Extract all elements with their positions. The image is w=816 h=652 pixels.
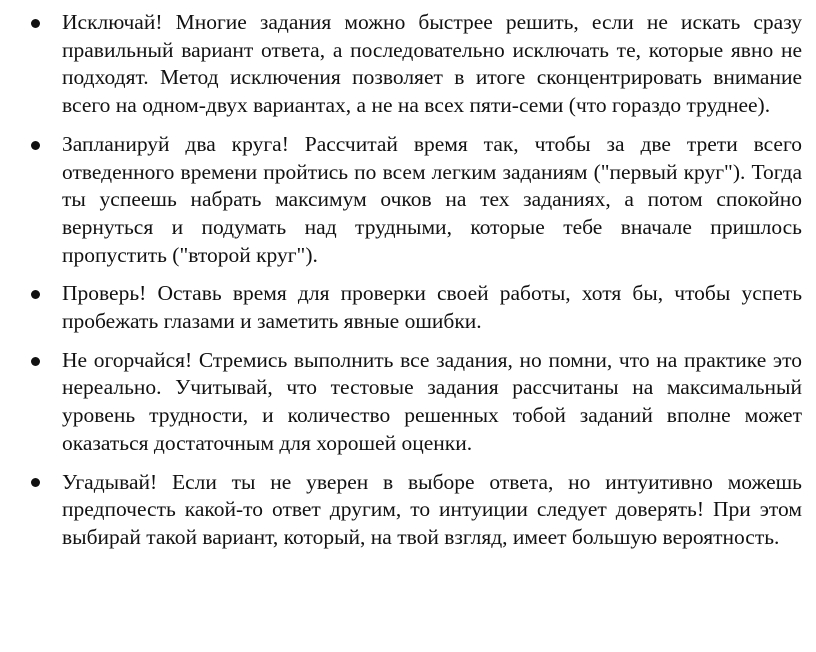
list-item [0,9,802,120]
list-item-text: Не огорчайся! Стремись выполнить все задания, но помни, что на практике это нереально. Учитывай, что тестовые задания рассчитаны на максимальный уровень трудности, и количество решенных тобой заданий вполне может оказаться достаточным для хорошей оценки. [62,347,802,455]
bullet-icon [28,131,42,159]
list-item-text: Проверь! Оставь время для проверки своей работы, хотя бы, чтобы успеть пробежать глазами и заметить явные ошибки. [62,281,802,334]
list-item [0,280,802,335]
bullet-icon [28,469,42,497]
tips-list [0,9,802,552]
list-item [0,131,802,270]
list-item-text: Исключай! Многие задания можно быстрее решить, если не искать сразу правильный вариант ответа, а последовательно исключать те, которые явно не подходят. Метод исключения позволяет в итоге сконцентрировать внимание всего на одном-двух вариантах, а не на всех пяти-семи (что гораздо труднее). [62,10,802,118]
list-item [0,469,802,552]
bullet-icon [28,347,42,375]
list-item-text: Угадывай! Если ты не уверен в выборе ответа, но интуитивно можешь предпочесть какой-то ответ другим, то интуиции следует доверять! При этом выбирай такой вариант, который, на твой взгляд, имеет большую вероятность. [62,469,802,549]
list-item [0,347,802,458]
bullet-icon [28,9,42,37]
bullet-icon [28,280,42,308]
list-item-text: Запланируй два круга! Рассчитай время так, чтобы за две трети всего отведенного времени пройтись по всем легким заданиям ("первый круг"). Тогда ты успеешь набрать максимум очков на тех заданиях, а потом спокойно вернуться и подумать над трудными, которые тебе вначале пришлось пропустить ("второй круг"). [62,131,802,267]
